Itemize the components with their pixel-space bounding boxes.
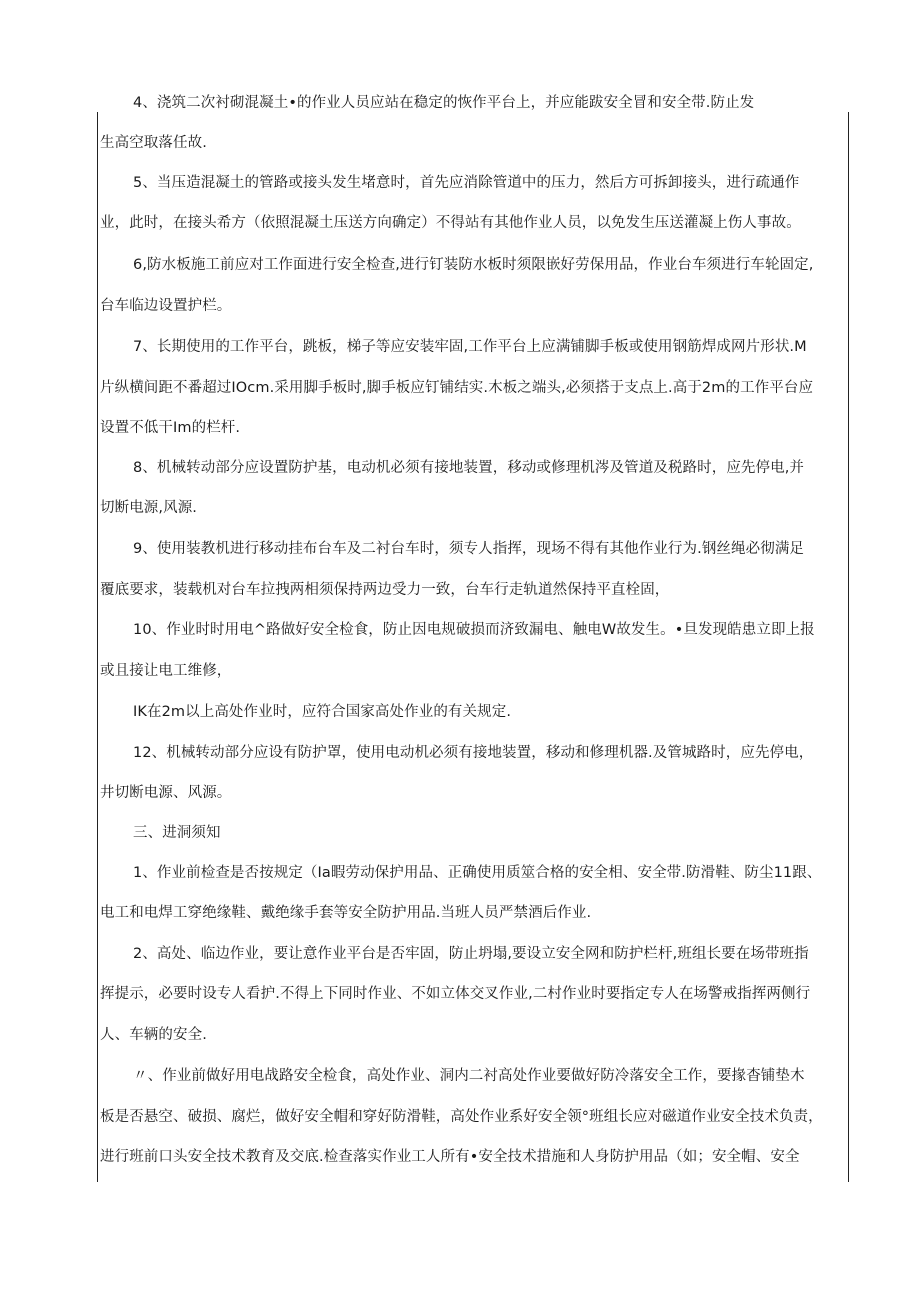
text-line: 4、浇筑二次衬砌混凝土•的作业人员应站在稳定的恢作平台上，并应能跋安全冒和安全带.防止发 [133, 95, 755, 111]
text-line: 2、高处、临边作业，要让意作业平台是否牢固，防止坍塌,要设立安全网和防护栏杆,班组长要在场带班指 [133, 946, 809, 962]
text-line: 人、车辆的安全. [100, 1027, 207, 1043]
text-line: 5、当压造混凝土的管路或接头发生堵意时，首先应消除管道中的压力，然后方可拆卸接头，进行疏通作 [133, 175, 800, 191]
text-line: 7、长期使用的工作平台，跳板，梯子等应安装牢固,工作平台上应满铺脚手板或使用钢筋焊成网片形状.M [133, 339, 807, 355]
text-line: 设置不低干Im的栏杆. [100, 420, 241, 436]
text-line: 〃、作业前做好用电战路安全检食，高处作业、洞内二衬高处作业要做好防冷落安全工作，要掾杳铺垫木 [133, 1068, 805, 1084]
text-line: 片纵横间距不番超过IOcm.采用脚手板时,脚手板应钉铺结实.木板之端头,必须搭于支点上.高于2m的工作平台应 [100, 380, 814, 396]
text-line: 台车临边设置护栏。 [100, 298, 232, 314]
text-line: 电工和电焊工穿绝缘鞋、戴绝缘手套等安全防护用品.当班人员严禁酒后作业. [100, 905, 592, 921]
text-line: 井切断电源、风源。 [100, 785, 232, 801]
text-line: 覆底要求，装载机对台车拉拽两相须保持两边受力一致，台车行走轨道然保持平直栓固， [100, 582, 670, 598]
text-line: 进行班前口头安全技术教育及交底.检查落实作业工人所有•安全技术措施和人身防护用品（如；安全帽、安全 [100, 1149, 800, 1165]
text-line: 10、作业时时用电^路做好安全检食，防止因电规破损而济致漏电、触电W故发生。•旦发现皓患立即上报 [133, 622, 815, 638]
text-line: 切断电源,风源. [100, 500, 198, 516]
text-line: 8、机械转动部分应设置防护基，电动机必须有接地装置，移动或修理机涔及管道及税路时，应先停电,并 [133, 460, 805, 476]
text-line: 业，此时，在接头希方（依照混凝土压送方向确定）不得站有其他作业人员，以免发生压送灌凝上伤人事故。 [100, 215, 801, 231]
text-line: 生高空取落任故. [100, 135, 207, 151]
text-line: 12、机械转动部分应设有防护罩，使用电动机必须有接地装置，移动和修理机器.及管城路时，应先停电， [133, 745, 814, 761]
text-line: IK在2m以上高处作业时，应符合国家高处作业的有关规定. [133, 704, 512, 720]
text-line: 板是否悬空、破损、腐烂，做好安全帽和穿好防滑鞋，高处作业系好安全领°班组长应对磁道作业安全技术负责， [100, 1109, 823, 1125]
text-line: 或且接让电工维修， [100, 663, 232, 679]
section-heading: 三、进洞须知 [133, 825, 221, 841]
text-line: 9、使用装教机进行移动挂布台车及二衬台车时，须专人指挥，现场不得有其他作业行为.钢丝绳必彻满足 [133, 541, 805, 557]
text-line: 1、作业前检查是否按规定（Ia暇劳动保护用品、正确使用质筮合格的安全相、安全带.防滑鞋、防尘11跟、 [133, 865, 822, 881]
text-line: 6,防水板施工前应对工作面进行安全检查,进行钉装防水板时须限嵌好劳保用品，作业台车须进行车轮固定, [133, 257, 814, 273]
text-line: 挥提示，必要时设专人看护.不得上下同时作业、不如立体交叉作业,二村作业时要指定专人在场警戒指挥两侧行 [100, 986, 811, 1002]
